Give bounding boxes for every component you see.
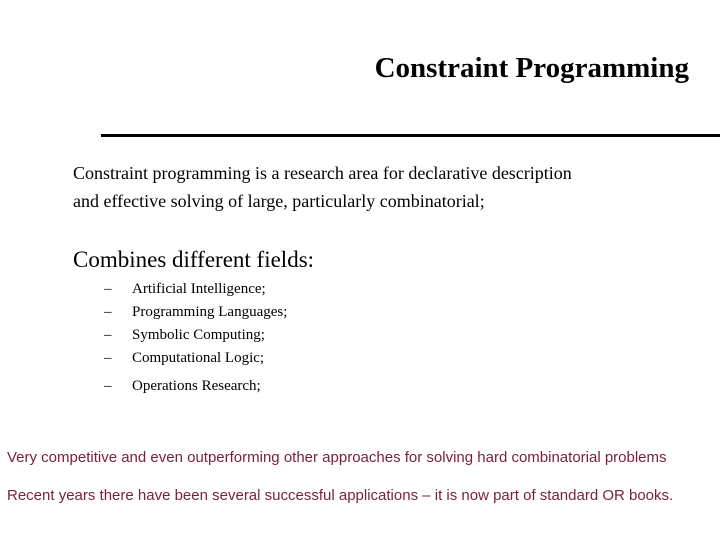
field-label: Operations Research; [132,378,261,394]
bullet-dash: – [104,378,112,394]
bullet-dash: – [104,281,112,297]
bullet-dash: – [104,304,112,320]
field-label: Artificial Intelligence; [132,281,266,297]
list-item [104,324,287,347]
note-competitive: Very competitive and even outperforming other approaches for solving hard combinatorial problems [7,449,667,466]
note-applications: Recent years there have been several successful applications – it is now part of standard OR books. [7,487,674,504]
slide-title: Constraint Programming [374,52,689,84]
intro-paragraph [73,159,693,215]
fields-list [104,278,287,398]
title-divider [101,134,720,137]
intro-line-2: and effective solving of large, particularly combinatorial; [73,191,485,211]
list-item [104,301,287,324]
field-label: Programming Languages; [132,304,288,320]
intro-line-1: Constraint programming is a research area for declarative description [73,163,572,183]
field-label: Computational Logic; [132,350,265,366]
list-item [104,278,287,301]
bullet-dash: – [104,327,112,343]
list-item [104,347,287,370]
list-item [104,375,287,398]
bullet-dash: – [104,350,112,366]
field-label: Symbolic Computing; [132,327,265,343]
combines-heading: Combines different fields: [73,247,315,272]
